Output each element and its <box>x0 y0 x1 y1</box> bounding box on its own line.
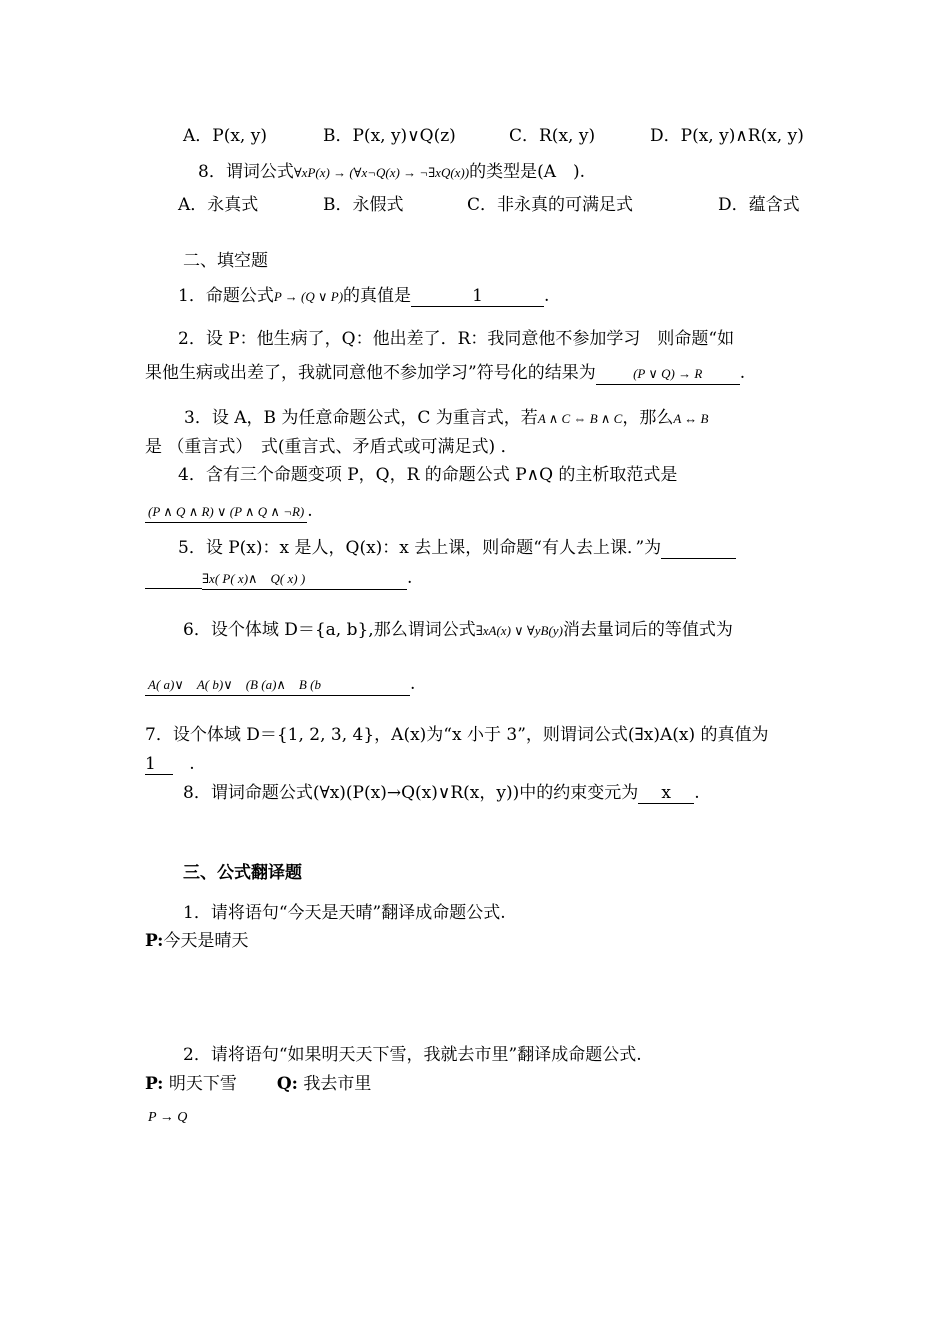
fill-q4-line2 <box>145 499 313 523</box>
section2-title: 二、填空题 <box>183 251 268 271</box>
q7-option-d: D．P(x, y)∧R(x, y) <box>650 126 804 146</box>
fill-q5-answer: ∃x( P( x)∧ Q( x) ) <box>202 569 407 590</box>
q8-option-a: A．永真式 <box>178 195 259 215</box>
fill-q5-end: . <box>407 568 413 588</box>
fill-q3-formula-2: A ↔ B <box>673 411 709 426</box>
trans-q2-formula: P → Q <box>148 1110 188 1125</box>
q8-option-d: D．蕴含式 <box>718 195 800 215</box>
fill-q4-line1: 4．含有三个命题变项 P，Q，R 的命题公式 P∧Q 的主析取范式是 <box>178 465 678 485</box>
fill-q2-text: 果他生病或出差了，我就同意他不参加学习”符号化的结果为 <box>145 363 596 383</box>
fill-q6-line2 <box>145 672 415 696</box>
fill-q5-blank <box>661 538 736 559</box>
fill-q1 <box>178 284 549 309</box>
trans-q2-p-text: 明天下雪 <box>168 1074 237 1094</box>
q7-option-c: C．R(x, y) <box>509 126 596 146</box>
trans-q1-text: 今天是晴天 <box>163 931 249 951</box>
section3-title: 三、公式翻译题 <box>183 863 302 883</box>
fill-q3-line1 <box>184 406 709 431</box>
fill-q8-end: . <box>694 783 700 803</box>
trans-q1-question: 1．请将语句“今天是天晴”翻译成命题公式. <box>183 903 506 923</box>
fill-q6-formula: ∃xA(x) ∨ ∀yB(y) <box>475 623 563 638</box>
q7-option-a: A．P(x, y) <box>183 126 267 146</box>
fill-q1-formula: P → (Q ∨ P) <box>273 289 344 304</box>
fill-q3-line2: 是 （重言式） 式(重言式、矛盾式或可满足式) ． <box>145 437 518 457</box>
q8-formula: ∀xP(x) → (∀x¬Q(x) → ¬∃xQ(x)) <box>293 165 470 180</box>
fill-q5-text: 5．设 P(x)：x 是人，Q(x)：x 去上课，则命题“有人去上课．”为 <box>178 538 662 558</box>
q8-question <box>198 160 585 185</box>
q7-option-b: B．P(x, y)∨Q(z) <box>323 126 456 146</box>
q8-prefix: 8．谓词公式 <box>198 162 294 182</box>
fill-q5-blank-lead <box>145 568 202 589</box>
trans-q2-q-label: Q: <box>276 1074 298 1094</box>
fill-q7-line2 <box>145 752 195 776</box>
fill-q4-answer: (P ∧ Q ∧ R) ∨ (P ∧ Q ∧ ¬R) <box>145 502 307 523</box>
fill-q6-answer: A( a)∨ A( b)∨ (B (a)∧ B (b <box>145 675 410 696</box>
fill-q2-line1: 2．设 P：他生病了，Q：他出差了．R：我同意他不参加学习 则命题“如 <box>178 329 735 349</box>
fill-q2-end: . <box>739 363 746 383</box>
fill-q5-line1 <box>178 536 736 560</box>
fill-q8 <box>183 781 700 805</box>
fill-q7-answer: 1 <box>145 754 173 775</box>
fill-q5-line2 <box>145 566 412 590</box>
trans-q2-q-text: 我去市里 <box>303 1074 372 1094</box>
fill-q1-prefix: 1．命题公式 <box>178 286 274 306</box>
trans-q1-answer <box>145 929 248 953</box>
fill-q1-end: . <box>544 286 550 306</box>
trans-q2-defs <box>145 1072 371 1096</box>
fill-q8-answer: x <box>638 783 694 804</box>
fill-q2-answer: (P ∨ Q) → R <box>596 364 740 385</box>
fill-q1-middle: 的真值是 <box>343 286 412 306</box>
fill-q3-text-a: 3．设 A，B 为任意命题公式，C 为重言式，若 <box>184 408 538 428</box>
fill-q8-text: 8．谓词命题公式(∀x)(P(x)→Q(x)∨R(x，y))中的约束变元为 <box>183 783 639 803</box>
fill-q3-formula-1: A ∧ C ⇔ B ∧ C <box>537 411 623 426</box>
fill-q6-end: . <box>410 674 416 694</box>
q8-option-b: B．永假式 <box>323 195 404 215</box>
fill-q7-end: . <box>189 754 195 774</box>
fill-q1-answer: 1 <box>411 286 544 307</box>
q8-suffix: 的类型是(A ). <box>469 162 586 182</box>
fill-q7-line1: 7．设个体域 D＝{1, 2, 3, 4}，A(x)为“x 小于 3”，则谓词公式(∃x)A(x) 的真值为 <box>145 725 769 745</box>
trans-q1-label: P: <box>145 931 164 951</box>
fill-q6-text-a: 6．设个体域 D＝{a, b},那么谓词公式 <box>183 620 476 640</box>
fill-q3-text-b: ，那么 <box>622 408 674 428</box>
fill-q2-line2 <box>145 361 745 385</box>
fill-q6-line1 <box>183 618 733 643</box>
trans-q2-question: 2．请将语句“如果明天天下雪，我就去市里”翻译成命题公式. <box>183 1045 642 1065</box>
trans-q2-p-label: P: <box>145 1074 164 1094</box>
q8-option-c: C．非永真的可满足式 <box>467 195 634 215</box>
fill-q4-end: . <box>307 501 313 521</box>
fill-q6-text-b: 消去量词后的等值式为 <box>562 620 733 640</box>
